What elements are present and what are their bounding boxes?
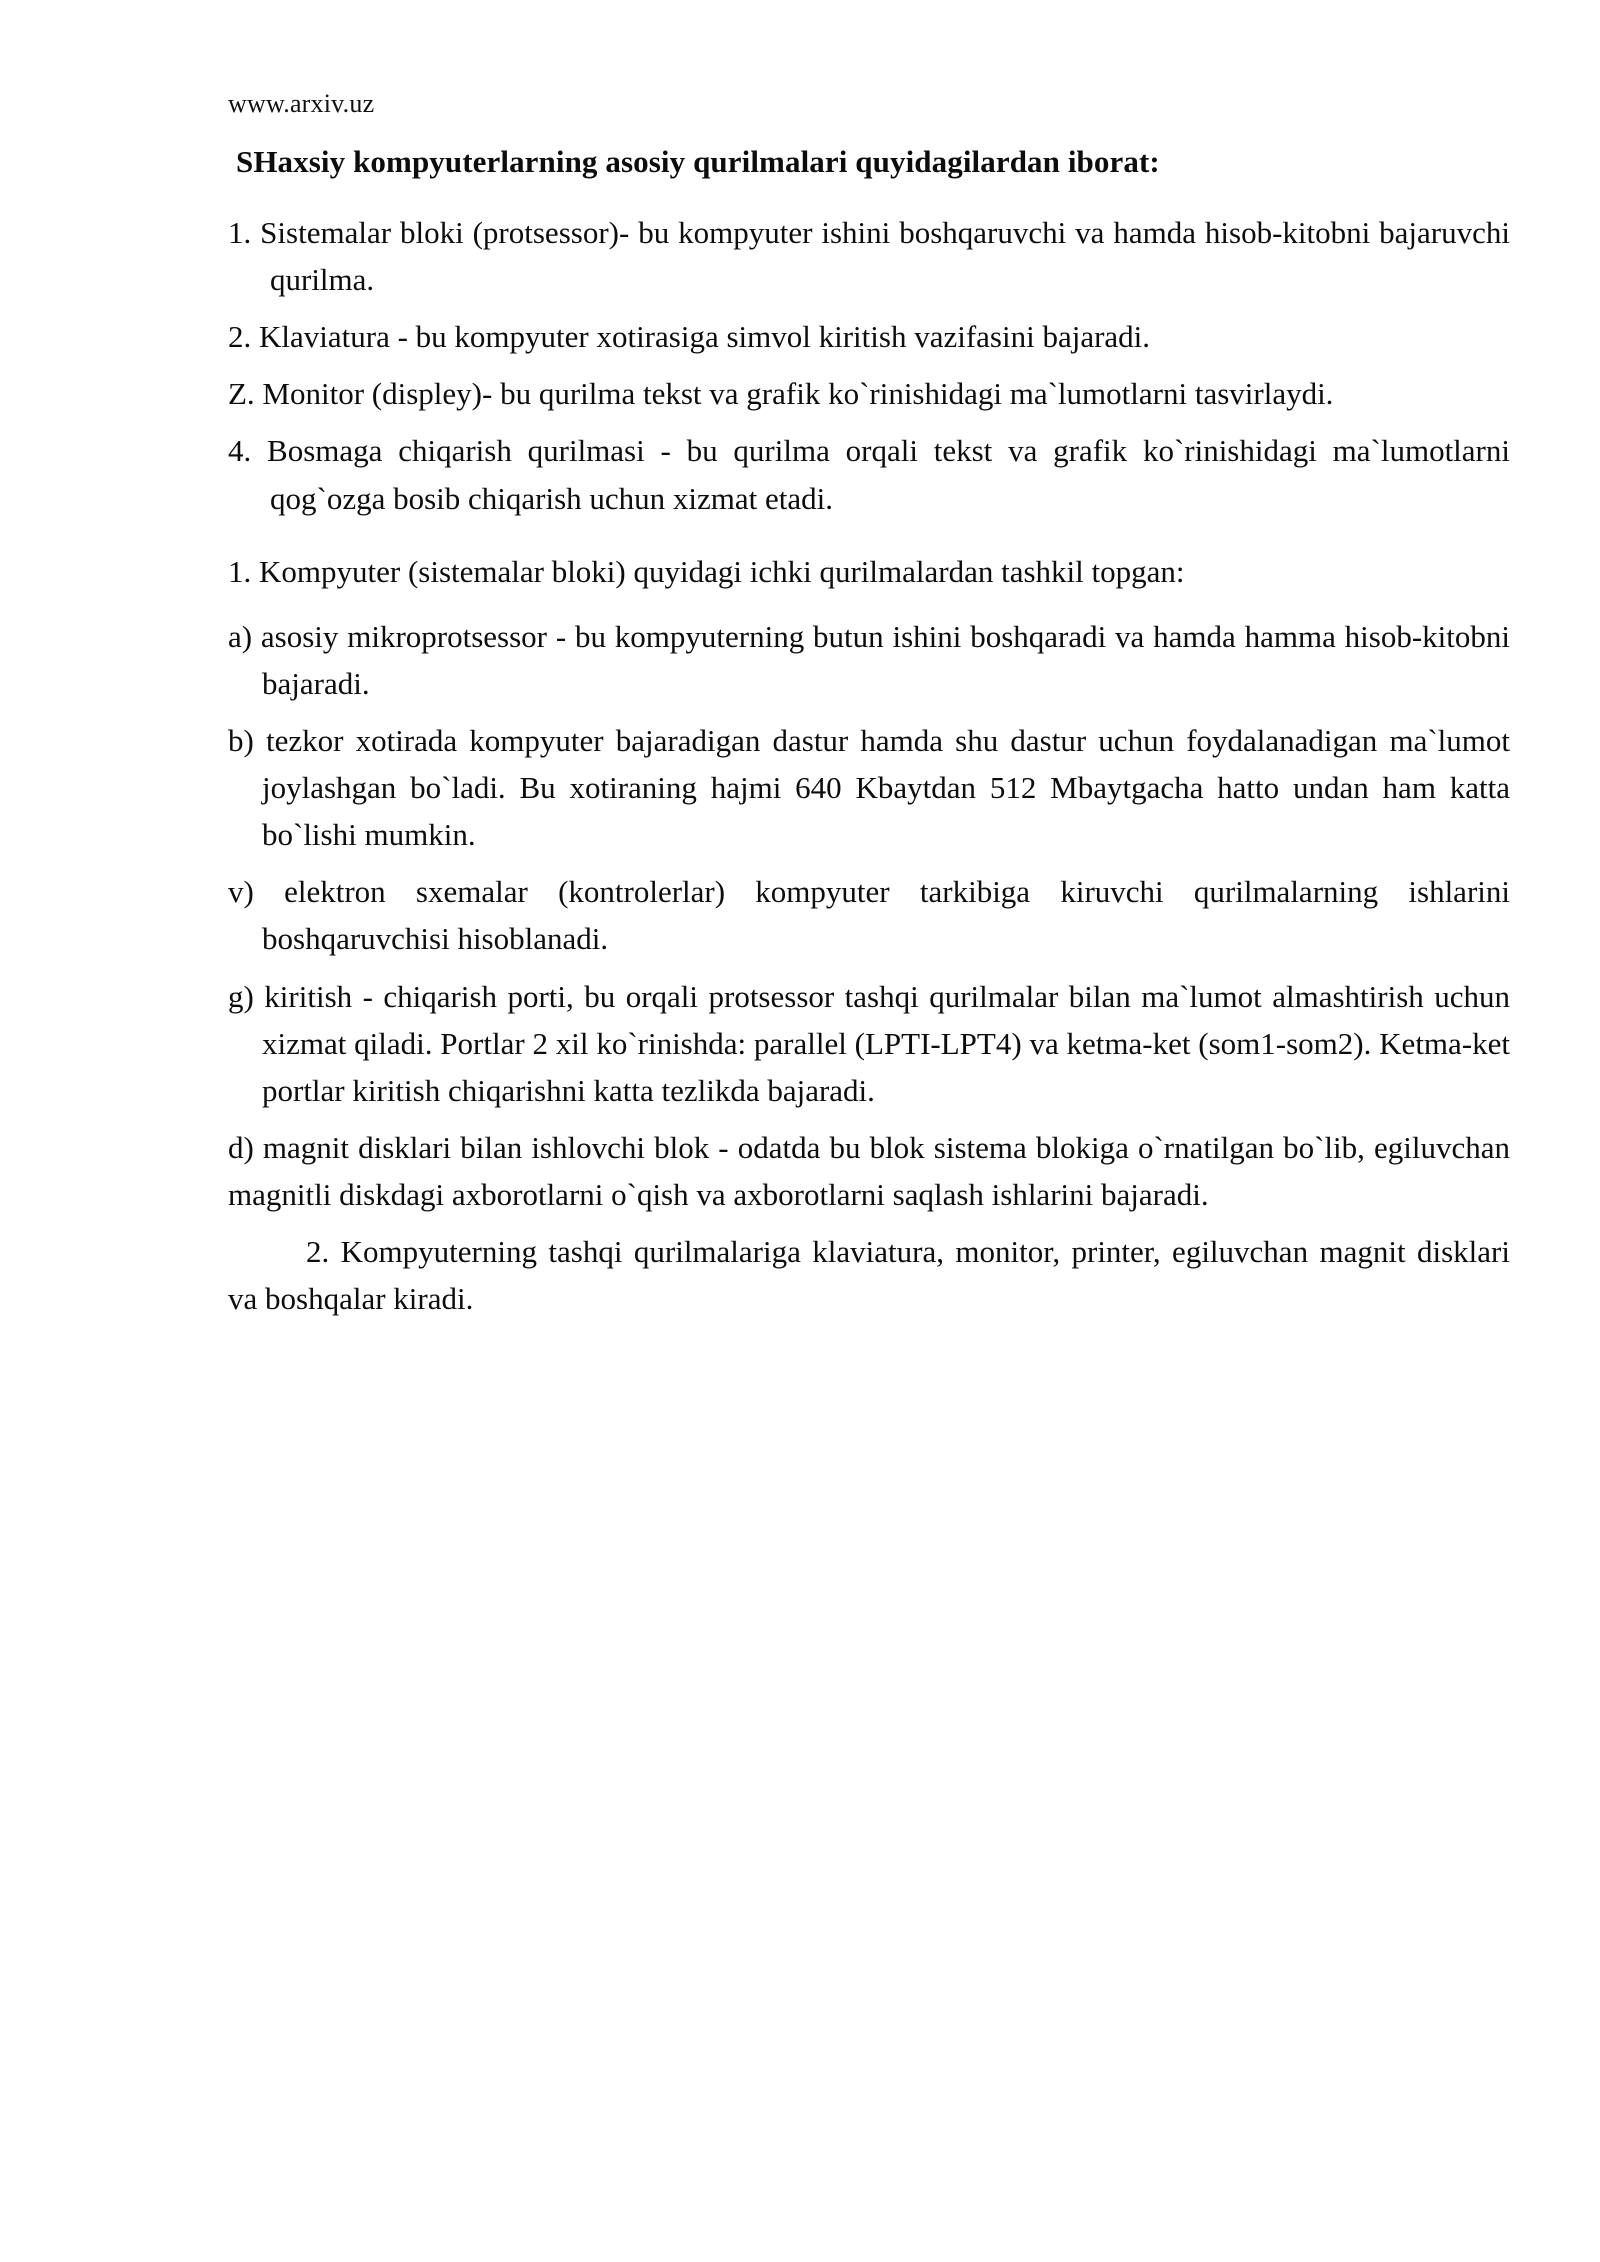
list-item: 4. Bosmaga chiqarish qurilmasi - bu qurilma orqali tekst va grafik ko`rinishidagi ma`lumotlarni qog`ozga bosib chiqarish uchun xizmat etadi. xyxy=(228,433,1510,516)
list-item: v) elektron sxemalar (kontrolerlar) kompyuter tarkibiga kiruvchi qurilmalarning ishlarini boshqaruvchisi hisoblanadi. xyxy=(228,874,1510,957)
paragraph-spacer xyxy=(228,605,1510,613)
document-body xyxy=(228,88,1510,1322)
list-item: d) magnit disklari bilan ishlovchi blok - odatda bu blok sistema blokiga o`rnatilgan bo`lib, egiluvchan magnitli diskdagi axborotlarni o`qish va axborotlarni saqlash ishlarini bajaradi. xyxy=(228,1129,1510,1212)
list-item: 2. Klaviatura - bu kompyuter xotirasiga simvol kiritish vazifasini bajaradi. xyxy=(228,319,1151,355)
closing-paragraph: 2. Kompyuterning tashqi qurilmalariga klaviatura, monitor, printer, egiluvchan magnit disklari va boshqalar kiradi. xyxy=(228,1234,1510,1317)
section-spacer xyxy=(228,522,1510,548)
section-lead-paragraph: 1. Kompyuter (sistemalar bloki) quyidagi ichki qurilmalardan tashkil topgan: xyxy=(228,553,1185,589)
list-item: g) kiritish - chiqarish porti, bu orqali protsessor tashqi qurilmalar bilan ma`lumot almashtirish uchun xizmat qiladi. Portlar 2 xil ko`rinishda: parallel (LPTI-LPT4) va ketma-ket (som1-som2). Ketma-ket portlar kiritish chiqarishni katta tezlikda bajaradi. xyxy=(228,978,1510,1108)
list-item: Z. Monitor (displey)- bu qurilma tekst va grafik ko`rinishidagi ma`lumotlarni tasvirlaydi. xyxy=(228,376,1334,412)
list-item: 1. Sistemalar bloki (protsessor)- bu kompyuter ishini boshqaruvchi va hamda hisob-kitobni bajaruvchi qurilma. xyxy=(228,215,1510,298)
list-item: b) tezkor xotirada kompyuter bajaradigan dastur hamda shu dastur uchun foydalanadigan ma`lumot joylashgan bo`ladi. Bu xotiraning hajmi 640 Kbaytdan 512 Mbaytgacha hatto undan ham katta bo`lishi mumkin. xyxy=(228,723,1510,853)
device-list xyxy=(228,209,1510,522)
internal-components-section xyxy=(228,548,1510,1323)
site-url-header: www.arxiv.uz xyxy=(228,89,375,118)
page-title: SHaxsiy kompyuterlarning asosiy qurilmalari quyidagilardan iborat: xyxy=(236,144,1160,180)
list-item: a) asosiy mikroprotsessor - bu kompyuterning butun ishini boshqaradi va hamda hamma hisob-kitobni bajaradi. xyxy=(228,618,1510,701)
